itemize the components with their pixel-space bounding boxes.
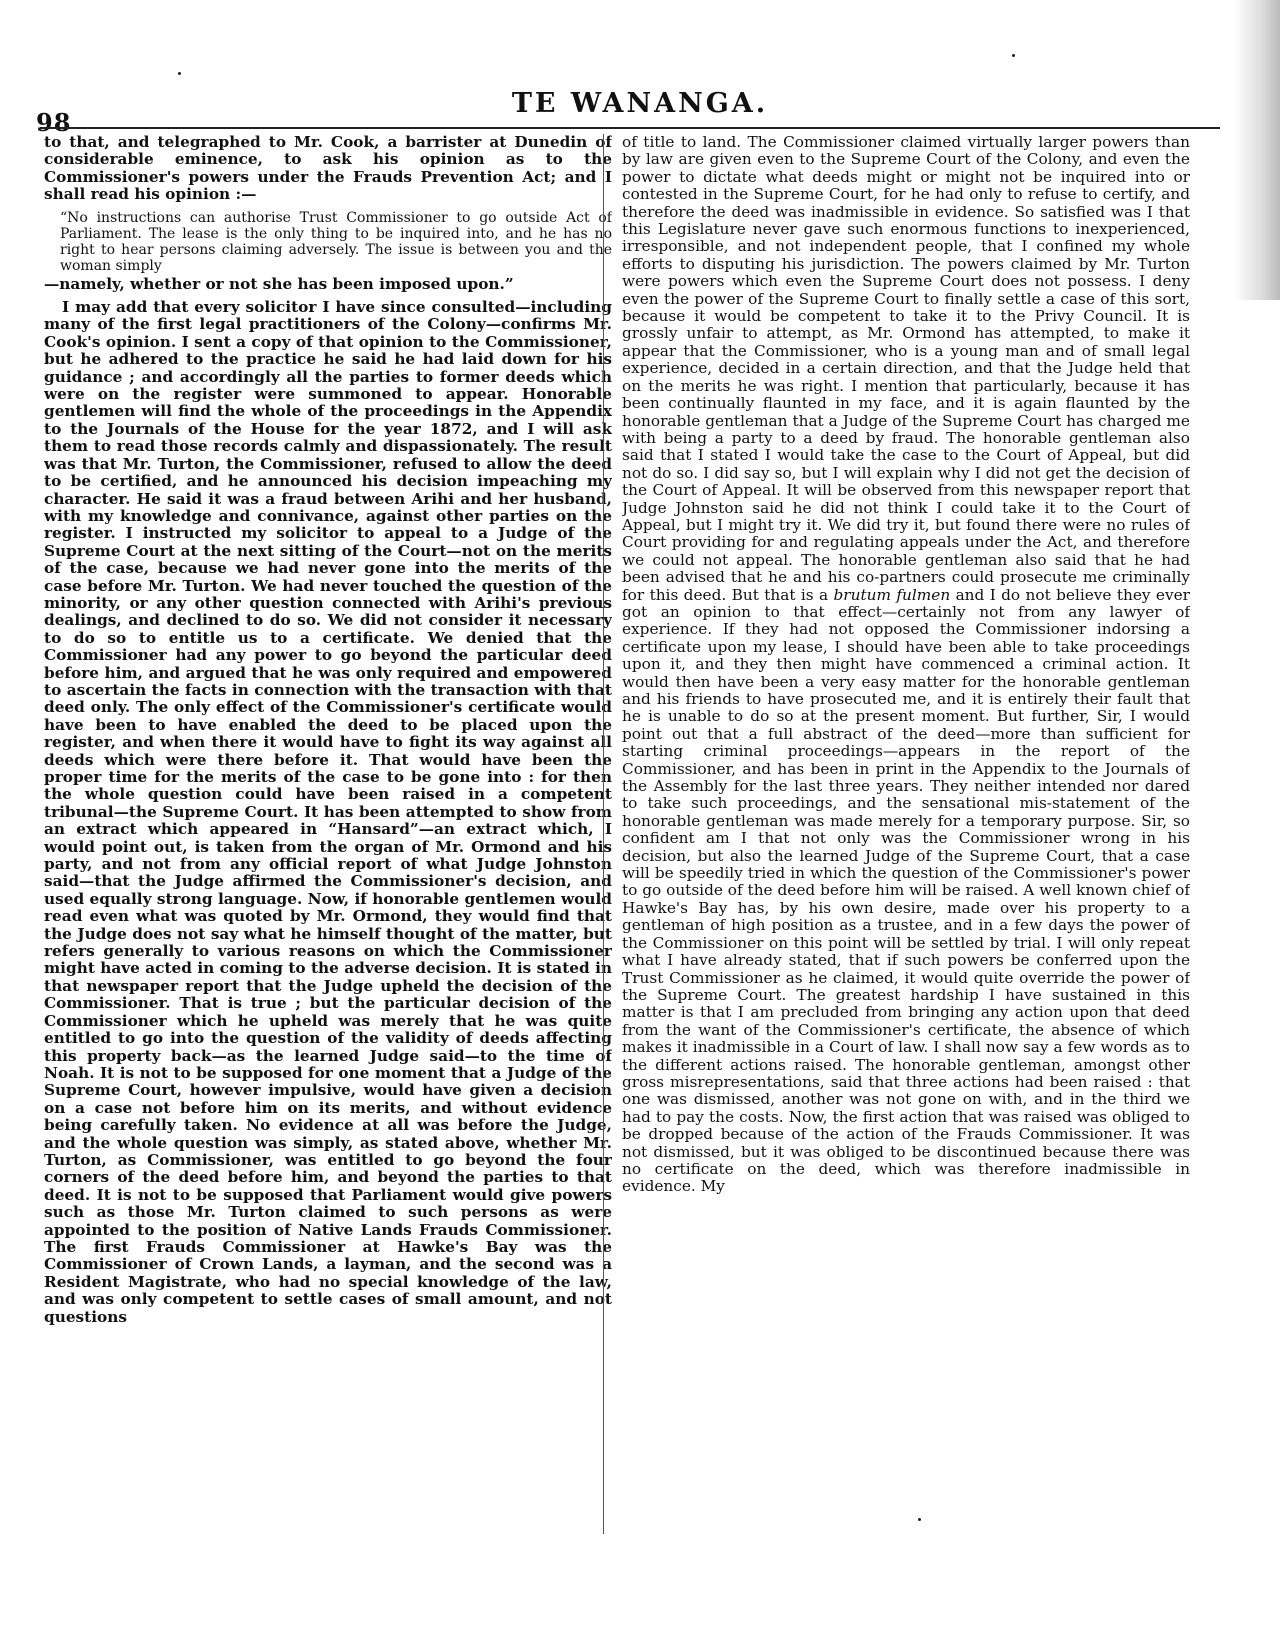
ink-speck: [1012, 54, 1015, 57]
right-column: [622, 134, 1190, 1574]
paragraph: to that, and telegraphed to Mr. Cook, a barrister at Dunedin of considerable eminence, to ask his opinion as to the Commissioner's powers under the Frauds Prevention Act; and I shall read his opinion :—: [44, 134, 612, 204]
quoted-opinion: “No instructions can authorise Trust Commissioner to go outside Act of Parliament. The lease is the only thing to be inquired into, and he has no right to hear persons claiming adversely. The issue is between you and the woman simply: [60, 209, 612, 274]
paragraph: —namely, whether or not she has been imposed upon.”: [44, 274, 514, 293]
header-rule: [40, 127, 1220, 129]
column-divider: [603, 134, 604, 1534]
page-number: 98: [36, 108, 72, 137]
masthead-title: TE WANANGA.: [511, 88, 769, 119]
page-edge-shadow: [1234, 0, 1280, 300]
text-run: of title to land. The Commissioner claimed virtually larger powers than by law are given even to the Supreme Court of the Colony, and even the power to dictate what deeds might or might not be inquired into or contested in the Supreme Court, for he had only to refuse to certify, and therefore the deed was inadmissible in evidence. So satisfied was I that this Legislature never gave such enormous functions to inexperienced, irresponsible, and not independent people, that I confined my whole efforts to disputing his jurisdiction. The powers claimed by Mr. Turton were powers which even the Supreme Court does not possess. I deny even the power of the Supreme Court to finally settle a case of this sort, because it would be competent to take it to the Privy Council. It is grossly unfair to attempt, as Mr. Ormond has attempted, to make it appear that the Commissioner, who is a young man and of small legal experience, decided in a certain direction, and that the Judge held that on the merits he was right. I mention that particularly, because it has been continually flaunted in my face, and it is again flaunted by the honorable gentleman that a Judge of the Supreme Court has charged me with being a party to a deed by fraud. The honorable gentleman also said that I stated I would take the case to the Court of Appeal, but did not do so. I did say so, but I will explain why I did not get the decision of the Court of Appeal. It will be observed from this newspaper report that Judge Johnston said he did not think I could take it to the Court of Appeal, but I might try it. We did try it, but found there were no rules of Court providing for and regulating appeals under the Act, and therefore we could not appeal. The honorable gentleman also said that he had been advised that he and his co-partners could prosecute me criminally for this deed. But that is a: [622, 134, 1190, 604]
left-column: [44, 134, 612, 1574]
ink-speck: [178, 72, 181, 75]
paragraph: [622, 134, 1190, 1196]
text-run: and I do not believe they ever got an opinion to that effect—certainly not from any lawyer of experience. If they had not opposed the Commissioner indorsing a certificate upon my lease, I should have been able to take proceedings upon it, and they then might have commenced a criminal action. It would then have been a very easy matter for the honorable gentleman and his friends to have prosecuted me, and it is entirely their fault that he is unable to do so at the present moment. But further, Sir, I would point out that a full abstract of the deed—more than sufficient for starting criminal proceedings—appears in the report of the Commissioner, and has been in print in the Appendix to the Journals of the Assembly for the last three years. They neither intended nor dared to take such proceedings, and the sensational mis-statement of the honorable gentleman was made merely for a temporary purpose. Sir, so confident am I that not only was the Commissioner wrong in his decision, but also the learned Judge of the Supreme Court, that a case will be speedily tried in which the question of the Commissioner's power to go outside of the deed before him will be raised. A well known chief of Hawke's Bay has, by his own desire, made over his property to a gentleman of high position as a trustee, and in a few days the power of the Commissioner on this point will be settled by trial. I will only repeat what I have already stated, that if such powers be conferred upon the Trust Commissioner as he claimed, it would quite override the power of the Supreme Court. The greatest hardship I have sustained in this matter is that I am precluded from bringing any action upon that deed from the want of the Commissioner's certificate, the absence of which makes it inadmissible in a Court of law. I shall now say a few words as to the different actions raised. The honorable gentleman, amongst other gross misrepresentations, said that three actions had been raised : that one was dismissed, another was not gone on with, and in the third we had to pay the costs. Now, the first action that was raised was obliged to be dropped because of the action of the Frauds Commissioner. It was not dismissed, but it was obliged to be discontinued because there was no certificate on the deed, which was therefore inadmissible in evidence. My: [622, 585, 1190, 1196]
paragraph: I may add that every solicitor I have since consulted—including many of the first legal practitioners of the Colony—confirms Mr. Cook's opinion. I sent a copy of that opinion to the Commissioner, but he adhered to the practice he said he had laid down for his guidance ; and accordingly all the parties to former deeds which were on the register were summoned to appear. Honorable gentlemen will find the whole of the proceedings in the Appendix to the Journals of the House for the year 1872, and I will ask them to read those records calmly and dispassionately. The result was that Mr. Turton, the Commissioner, refused to allow the deed to be certified, and he announced his decision impeaching my character. He said it was a fraud between Arihi and her husband, with my knowledge and connivance, against other parties on the register. I instructed my solicitor to appeal to a Judge of the Supreme Court at the next sitting of the Court—not on the merits of the case, because we had never gone into the merits of the case before Mr. Turton. We had never touched the question of the minority, or any other question connected with Arihi's previous dealings, and declined to do so. We did not consider it necessary to do so to entitle us to a certificate. We denied that the Commissioner had any power to go beyond the particular deed before him, and argued that he was only required and empowered to ascertain the facts in connection with the transaction with that deed only. The only effect of the Commissioner's certificate would have been to have enabled the deed to be placed upon the register, and when there it would have to fight its way against all deeds which were there before it. That would have been the proper time for the merits of the case to be gone into : for then the whole question could have been raised in a competent tribunal—the Supreme Court. It has been attempted to show from an extract which appeared in “Hansard”—an extract which, I would point out, is taken from the organ of Mr. Ormond and his party, and not from any official report of what Judge Johnston said—that the Judge affirmed the Commissioner's decision, and used equally strong language. Now, if honorable gentlemen would read even what was quoted by Mr. Ormond, they would find that the Judge does not say what he himself thought of the matter, but refers generally to various reasons on which the Commissioner might have acted in coming to the adverse decision. It is stated in that newspaper report that the Judge upheld the decision of the Commissioner. That is true ; but the particular decision of the Commissioner which he upheld was merely that he was quite entitled to go into the question of the validity of deeds affecting this property back—as the learned Judge said—to the time of Noah. It is not to be supposed for one moment that a Judge of the Supreme Court, however impulsive, would have given a decision on a case not before him on its merits, and without evidence being carefully taken. No evidence at all was before the Judge, and the whole question was simply, as stated above, whether Mr. Turton, as Commissioner, was entitled to go beyond the four corners of the deed before him, and beyond the parties to that deed. It is not to be supposed that Parliament would give powers such as those Mr. Turton claimed to such persons as were appointed to the position of Native Lands Frauds Commissioner. The first Frauds Commissioner at Hawke's Bay was the Commissioner of Crown Lands, a layman, and the second was a Resident Magistrate, who had no special knowledge of the law, and was only competent to settle cases of small amount, and not questions: [44, 298, 612, 1326]
latin-phrase: brutum fulmen: [833, 585, 951, 604]
